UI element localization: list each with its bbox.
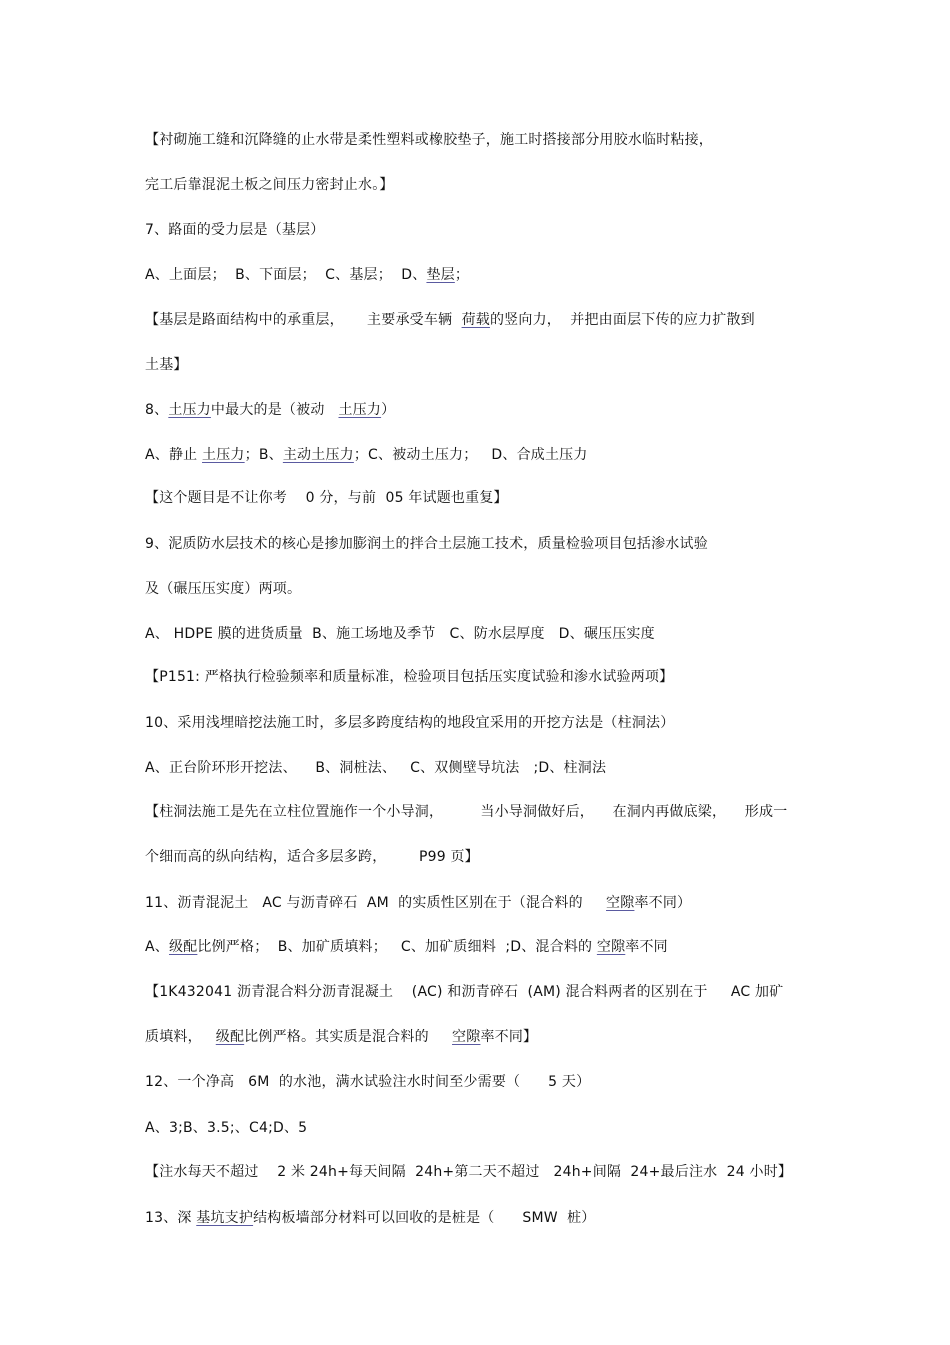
question-11: 11、沥青混泥土 AC 与沥青碎石 AM 的实质性区别在于（混合料的 空隙率不同）: [145, 895, 692, 911]
question-7-note-1: 【基层是路面结构中的承重层， 主要承受车辆 荷载的竖向力， 并把由面层下传的应力扩散到: [145, 312, 755, 328]
question-7-options: A、上面层； B、下面层； C、基层； D、垫层；: [145, 267, 470, 283]
hyperlink-underline[interactable]: 基坑支护: [196, 1210, 254, 1226]
hyperlink-underline[interactable]: 荷载: [461, 312, 490, 328]
question-11-options: A、级配比例严格； B、加矿质填料； C、加矿质细料 ;D、混合料的 空隙率不同: [145, 939, 668, 955]
question-8-note: 【这个题目是不让你考 0 分，与前 05 年试题也重复】: [145, 490, 508, 506]
question-12-note: 【注水每天不超过 2 米 24h+每天间隔 24h+第二天不超过 24h+间隔 24+最后注水 24 小时】: [145, 1164, 793, 1180]
question-12: 12、一个净高 6M 的水池，满水试验注水时间至少需要（ 5 天）: [145, 1074, 591, 1090]
text-line-1: 【衬砌施工缝和沉降缝的止水带是柔性塑料或橡胶垫子，施工时搭接部分用胶水临时粘接，: [145, 132, 713, 148]
question-9: 9、泥质防水层技术的核心是掺加膨润土的拌合土层施工技术，质量检验项目包括渗水试验: [145, 536, 708, 552]
hyperlink-underline[interactable]: 主动土压力: [282, 447, 354, 463]
question-8: 8、土压力中最大的是（被动 土压力）: [145, 402, 396, 418]
hyperlink-underline[interactable]: 土压力: [338, 402, 382, 418]
question-10-note-2: 个细而高的纵向结构，适合多层多跨， P99 页】: [145, 849, 479, 865]
hyperlink-underline[interactable]: 土压力: [168, 402, 211, 418]
question-10: 10、采用浅埋暗挖法施工时，多层多跨度结构的地段宜采用的开挖方法是（柱洞法）: [145, 715, 675, 731]
question-8-options: A、静止 土压力；B、主动土压力；C、被动土压力； D、合成土压力: [145, 447, 588, 463]
question-9-cont: 及（碾压压实度）两项。: [145, 581, 302, 597]
hyperlink-underline[interactable]: 空隙: [606, 895, 635, 911]
question-9-options: A、 HDPE 膜的进货质量 B、施工场地及季节 C、防水层厚度 D、碾压压实度: [145, 626, 655, 642]
hyperlink-underline[interactable]: 空隙: [452, 1029, 481, 1045]
question-9-note: 【P151: 严格执行检验频率和质量标准，检验项目包括压实度试验和渗水试验两项】: [145, 669, 674, 685]
question-11-note-1: 【1K432041 沥青混合料分沥青混凝土 (AC) 和沥青碎石 (AM) 混合料两者的区别在于 AC 加矿: [145, 984, 784, 1000]
question-10-options: A、正台阶环形开挖法、 B、洞桩法、 C、双侧壁导坑法 ;D、柱洞法: [145, 760, 607, 776]
hyperlink-underline[interactable]: 级配: [215, 1029, 245, 1045]
question-7: 7、路面的受力层是（基层）: [145, 222, 325, 238]
question-11-note-2: 质填料， 级配比例严格。其实质是混合料的 空隙率不同】: [145, 1029, 538, 1045]
question-12-options: A、3;B、3.5;、C4;D、5: [145, 1120, 308, 1136]
question-7-note-2: 土基】: [145, 357, 188, 373]
question-10-note-1: 【柱洞法施工是先在立柱位置施作一个小导洞， 当小导洞做好后， 在洞内再做底梁， 形成一: [145, 804, 788, 820]
hyperlink-underline[interactable]: 空隙: [596, 939, 626, 955]
question-13: 13、深 基坑支护结构板墙部分材料可以回收的是桩是（ SMW 桩）: [145, 1210, 596, 1226]
hyperlink-underline[interactable]: 垫层: [426, 267, 455, 283]
text-line-2: 完工后靠混泥土板之间压力密封止水。】: [145, 177, 394, 193]
hyperlink-underline[interactable]: 级配: [168, 939, 198, 955]
hyperlink-underline[interactable]: 土压力: [202, 447, 245, 463]
